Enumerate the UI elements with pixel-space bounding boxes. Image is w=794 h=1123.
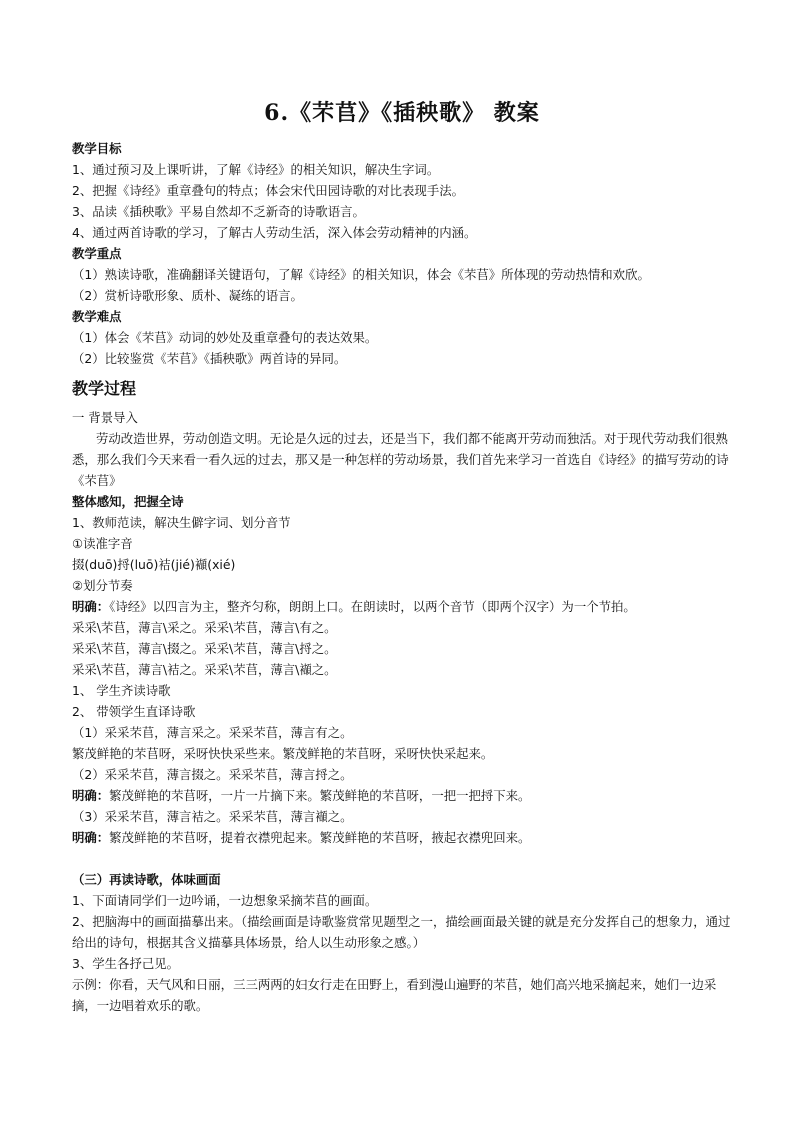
rhythm-line: 采采\芣苢，薄言\袺之。采采\芣苢，薄言\襭之。 <box>72 662 337 677</box>
reread-item: 3、学生各抒己见。 <box>72 956 180 971</box>
page-title: 6.《芣苢》《插秧歌》 教案 <box>264 100 540 126</box>
clarify-line <box>72 596 732 617</box>
goal-item: 3、品读《插秧歌》平易自然却不乏新奇的诗歌语言。 <box>72 204 365 219</box>
reread-heading: （三）再读诗歌，体味画面 <box>72 872 221 887</box>
rhythm-line: 采采\芣苢，薄言\采之。采采\芣苢，薄言\有之。 <box>72 620 337 635</box>
step-item: 1、 学生齐读诗歌 <box>72 683 171 698</box>
difficulty-item: （1）体会《芣苢》动词的妙处及重章叠句的表达效果。 <box>72 330 378 345</box>
translation-meaning: 繁茂鲜艳的芣苢呀，一片一片摘下来。繁茂鲜艳的芣苢呀，一把一把捋下来。 <box>109 788 531 803</box>
translation-meaning: 繁茂鲜艳的芣苢呀，采呀快快采些来。繁茂鲜艳的芣苢呀，采呀快快采起来。 <box>72 746 494 761</box>
translation-verse: （3）采采芣苢，薄言袺之。采采芣苢，薄言襭之。 <box>72 809 353 824</box>
key-point-item: （1）熟读诗歌，准确翻译关键语句，了解《诗经》的相关知识，体会《芣苢》所体现的劳动热情和欢欣。 <box>72 267 650 282</box>
rhythm-heading: ②划分节奏 <box>72 578 133 593</box>
translation-meaning-line <box>72 827 732 848</box>
reread-item: 1、下面请同学们一边吟诵，一边想象采摘芣苢的画面。 <box>72 893 378 908</box>
clarify-label: 明确： <box>72 599 110 614</box>
clarify-label: 明确： <box>72 788 110 803</box>
clarify-label: 明确： <box>72 830 110 845</box>
perceive-heading: 整体感知，把握全诗 <box>72 494 184 509</box>
intro-paragraph: 劳动改造世界，劳动创造文明。无论是久远的过去，还是当下，我们都不能离开劳动而独活。对于现代劳动我们很熟悉，那么我们今天来看一看久远的过去，那又是一种怎样的劳动场景，我们首先来学习一首选自《诗经》的描写劳动的诗《芣苢》 <box>72 431 729 488</box>
difficulty-item: （2）比较鉴赏《芣苢》《插秧歌》两首诗的异同。 <box>72 351 347 366</box>
pronunciation-text: 掇(duō)捋(luō)袺(jié)襭(xié) <box>72 557 236 572</box>
translation-verse: （2）采采芣苢，薄言掇之。采采芣苢，薄言捋之。 <box>72 767 353 782</box>
reread-item: 2、把脑海中的画面描摹出来。（描绘画面是诗歌鉴赏常见题型之一，描绘画面最关键的就是充分发挥自己的想象力，通过给出的诗句，根据其含义描摹具体场景，给人以生动形象之感。） <box>72 914 731 950</box>
translation-meaning-line <box>72 785 732 806</box>
step-item: 2、 带领学生直译诗歌 <box>72 704 196 719</box>
translation-meaning: 繁茂鲜艳的芣苢呀，提着衣襟兜起来。繁茂鲜艳的芣苢呀，掖起衣襟兜回来。 <box>109 830 531 845</box>
intro-heading: 一 背景导入 <box>72 410 138 425</box>
rhythm-line: 采采\芣苢，薄言\掇之。采采\芣苢，薄言\捋之。 <box>72 641 337 656</box>
goal-item: 2、把握《诗经》重章叠句的特点；体会宋代田园诗歌的对比表现手法。 <box>72 183 464 198</box>
key-points-heading: 教学重点 <box>72 246 122 261</box>
goals-heading: 教学目标 <box>72 141 122 156</box>
goal-item: 1、通过预习及上课听讲，了解《诗经》的相关知识，解决生字词。 <box>72 162 440 177</box>
document-page <box>72 98 732 1016</box>
key-point-item: （2）赏析诗歌形象、质朴、凝练的语言。 <box>72 288 303 303</box>
goal-item: 4、通过两首诗歌的学习，了解古人劳动生活，深入体会劳动精神的内涵。 <box>72 225 477 240</box>
pronunciation-heading: ①读准字音 <box>72 536 133 551</box>
clarify-text: 《诗经》以四言为主，整齐匀称，朗朗上口。在朗读时，以两个音节（即两个汉字）为一个节拍。 <box>109 599 636 614</box>
translation-verse: （1）采采芣苢，薄言采之。采采芣苢，薄言有之。 <box>72 725 353 740</box>
spacer <box>72 848 732 869</box>
example-paragraph: 示例：你看，天气风和日丽，三三两两的妇女行走在田野上，看到漫山遍野的芣苢，她们高兴地采摘起来，她们一边采摘，一边唱着欢乐的歌。 <box>72 977 717 1013</box>
difficulties-heading: 教学难点 <box>72 309 122 324</box>
step-item: 1、教师范读，解决生僻字词、划分音节 <box>72 515 291 530</box>
process-heading: 教学过程 <box>72 379 137 398</box>
